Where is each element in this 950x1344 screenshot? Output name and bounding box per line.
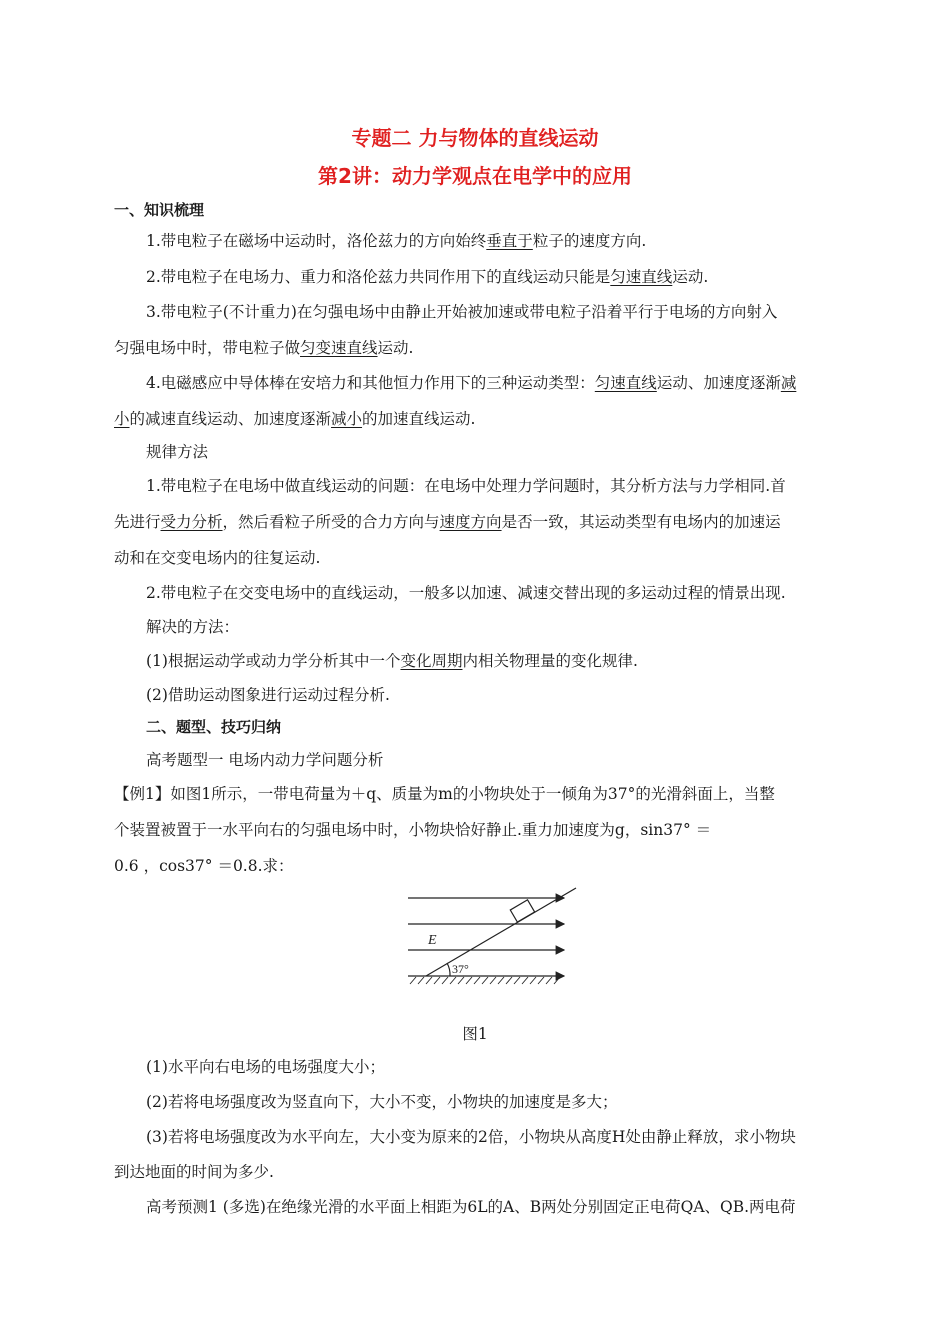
text: 的加速直线运动.: [362, 410, 476, 428]
text: 2.带电粒子在电场力、重力和洛伦兹力共同作用下的直线运动只能是: [146, 268, 611, 286]
text: ，然后看粒子所受的合力方向与: [222, 513, 440, 531]
knowledge-item-3-line2: [114, 337, 839, 359]
method-item-1-line1: [146, 475, 871, 497]
text: 内相关物理量的变化规律.: [462, 652, 638, 670]
method-item-2: 2.带电粒子在交变电场中的直线运动，一般多以加速、减速交替出现的多运动过程的情景出现.: [146, 584, 786, 602]
underlined-term: 垂直于: [486, 232, 533, 250]
knowledge-item-2: [146, 266, 871, 288]
underlined-term: 减小: [331, 410, 363, 428]
field-label: E: [428, 933, 437, 948]
method-heading: 规律方法: [146, 443, 209, 461]
example-1-line1: 【例1】如图1所示，一带电荷量为＋q、质量为m的小物块处于一倾角为37°的光滑斜面上，当整: [114, 785, 775, 803]
question-2: (2)若将电场强度改为竖直向下，大小不变，小物块的加速度是多大；: [146, 1093, 618, 1111]
underlined-term: 速度方向: [439, 513, 502, 531]
question-3-line2: 到达地面的时间为多少.: [114, 1163, 274, 1181]
solve-item-1: [146, 650, 871, 672]
question-type-1: 高考题型一 电场内动力学问题分析: [146, 751, 384, 769]
underlined-term: 匀速直线: [594, 374, 657, 392]
example-1-line2: 个装置被置于一水平向右的匀强电场中时，小物块恰好静止.重力加速度为g，sin37° ＝: [114, 821, 712, 839]
text: 4.电磁感应中导体棒在安培力和其他恒力作用下的三种运动类型：: [146, 374, 595, 392]
text: 匀强电场中时，带电粒子做: [114, 339, 301, 357]
figure-1-incline-diagram: [404, 884, 584, 990]
underlined-term: 变化周期: [400, 652, 463, 670]
example-1-line3: 0.6 ，cos37° ＝0.8.求：: [114, 857, 294, 875]
question-1: (1)水平向右电场的电场强度大小；: [146, 1058, 385, 1076]
question-3-line1: (3)若将电场强度改为水平向左，大小变为原来的2倍，小物块从高度H处由静止释放，求小物块: [146, 1128, 796, 1146]
prediction-1: 高考预测1 (多选)在绝缘光滑的水平面上相距为6L的A、B两处分别固定正电荷QA、QB.两电荷: [146, 1198, 796, 1216]
angle-arc: [447, 963, 450, 976]
text: 运动.: [672, 268, 709, 286]
angle-label: 37°: [452, 962, 469, 976]
document-subtitle: 第2讲：动力学观点在电学中的应用: [318, 164, 632, 188]
small-block: [510, 900, 534, 922]
section1-heading: 一、知识梳理: [114, 201, 205, 219]
method-item-1-line3: 动和在交变电场内的往复运动.: [114, 549, 321, 567]
method-item-1-line2: [114, 511, 839, 533]
knowledge-item-3-line1: [146, 301, 839, 323]
text: 的减速直线运动、加速度逐渐: [129, 410, 332, 428]
text: 先进行: [114, 513, 161, 531]
solve-item-2: (2)借助运动图象进行运动过程分析.: [146, 686, 390, 704]
underlined-term: 受力分析: [160, 513, 223, 531]
figure-1-caption: 图1: [462, 1025, 488, 1043]
ground-hatching: [410, 977, 560, 984]
document-title: 专题二 力与物体的直线运动: [351, 126, 599, 150]
text: 3.带电粒子(不计重力)在匀强电场中由静止开始被加速或带电粒子沿着平行于电场的方向射入: [146, 303, 778, 321]
underlined-term: 小: [114, 410, 130, 428]
knowledge-item-4-line1: [146, 372, 871, 394]
underlined-term: 匀变速直线: [300, 339, 378, 357]
text: 是否一致，其运动类型有电场内的加速运: [501, 513, 781, 531]
knowledge-item-4-line2: [114, 408, 839, 430]
section2-heading: 二、题型、技巧归纳: [146, 718, 282, 736]
incline-surface: [426, 888, 576, 976]
text: 1.带电粒子在电场中做直线运动的问题：在电场中处理力学问题时，其分析方法与力学相同.首: [146, 477, 786, 495]
knowledge-item-1: [146, 230, 871, 252]
solve-heading: 解决的方法：: [146, 618, 240, 636]
text: 1.带电粒子在磁场中运动时，洛伦兹力的方向始终: [146, 232, 487, 250]
underlined-term: 匀速直线: [610, 268, 673, 286]
text: 运动.: [377, 339, 414, 357]
underlined-term: 减: [780, 374, 797, 392]
text: 运动、加速度逐渐: [656, 374, 781, 392]
text: (1)根据运动学或动力学分析其中一个: [146, 652, 401, 670]
text: 粒子的速度方向.: [532, 232, 647, 250]
